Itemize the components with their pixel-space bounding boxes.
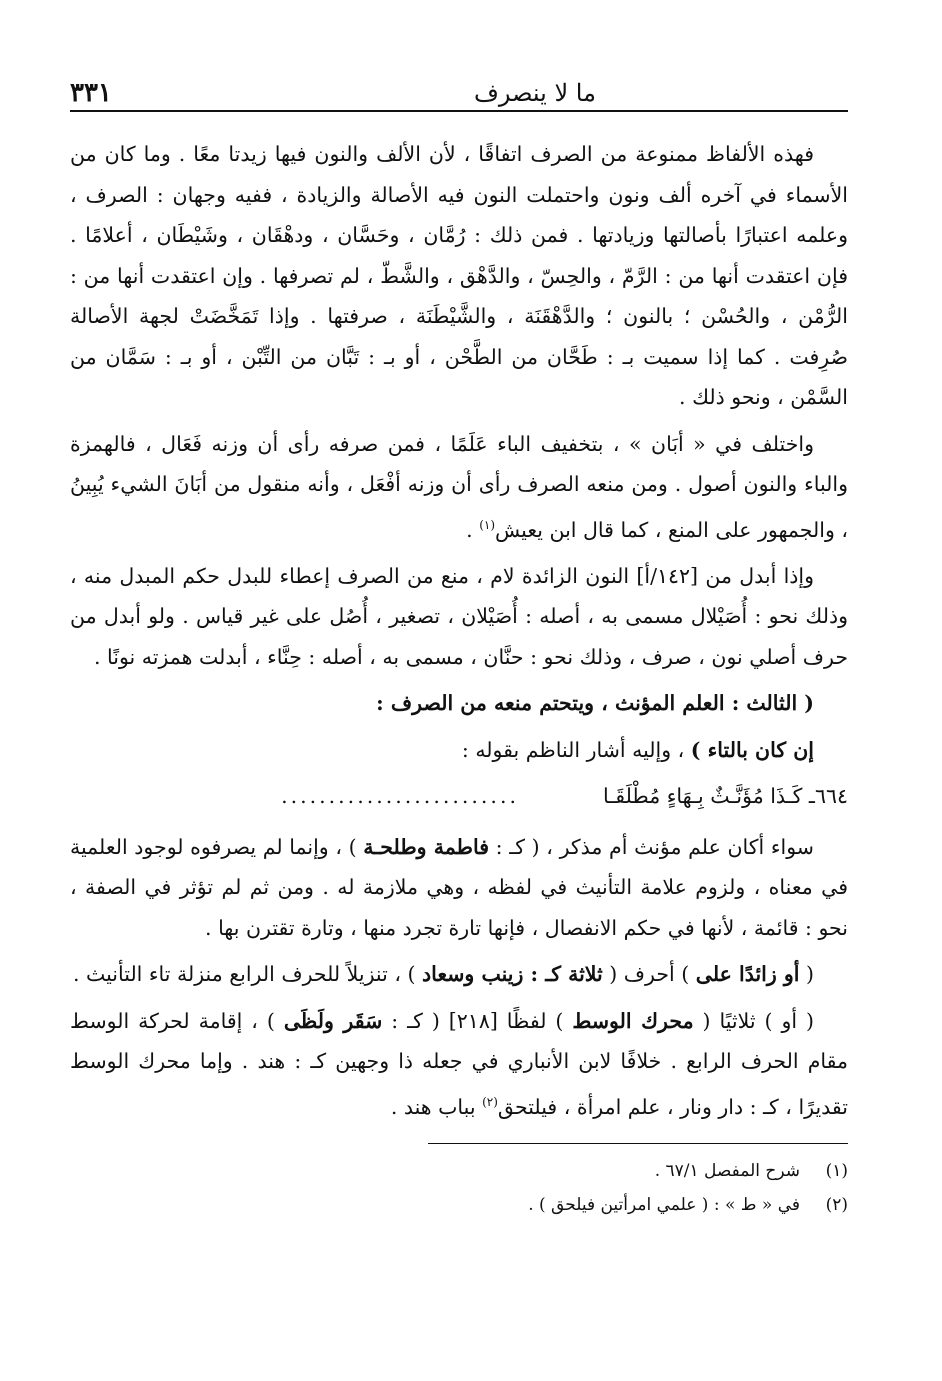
main-text xyxy=(70,134,848,1127)
footnote-marker-1: (١) xyxy=(479,517,496,532)
zaid-d: ثلاثة كـ : زينب وسعاد xyxy=(421,962,603,987)
running-head xyxy=(70,78,848,112)
footnote-2-number: (٢) xyxy=(825,1195,848,1216)
paragraph-1: فهذه الألفاظ ممنوعة من الصرف اتفاقًا ، لأن الألف والنون فيها زيدتا معًا . وما كان من الأسماء في آخره ألف ونون واحتملت النون فيه الأصالة والزيادة ، ففيه وجهان : الصرف ، وعلمه اعتبارًا بأصالتها وزيادتها . فمن ذلك : رُمَّان ، وحَسَّان ، ودهْقَان ، وشَيْطَان ، أعلامًا . فإن اعتقدت أنها من : الرَّمّ ، والحِسّ ، والدَّهْق ، والشَّطّ ، لم تصرفها . وإن اعتقدت أنها من : الرُّمْن ، والحُسْن ؛ بالنون ؛ والدَّهْقَنَة ، والشَّيْطَنَة ، صرفتها . وإذا تَمَخَّضَتْ لجهة الأصالة صُرِفت . كما إذا سميت بـ : طَحَّان من الطَّحْن ، أو بـ : تَبَّان من التِّبْن ، أو بـ : سَمَّان من السَّمْن ، ونحو ذلك . xyxy=(70,142,848,409)
paragraph-2 xyxy=(70,424,848,550)
zaid-c: ) أحرف ( xyxy=(602,962,696,987)
footnote-1-number: (١) xyxy=(825,1161,848,1182)
page-number: ٣٣١ xyxy=(70,78,112,108)
line-if-feminine-ta xyxy=(70,730,848,771)
line-if-bold: إن كان بالتاء ) xyxy=(690,737,814,762)
sawa-b: فاطمة وطلحـة xyxy=(363,834,490,859)
thulathi-a: ( أو ) ثلاثيًا ( xyxy=(693,1008,814,1033)
thulathi-f: بباب هند . xyxy=(390,1094,483,1119)
footnote-marker-2: (٢) xyxy=(482,1094,498,1109)
line-if-rest: ، وإليه أشار الناظم بقوله : xyxy=(461,737,691,762)
footnote-2 xyxy=(70,1188,848,1222)
paragraph-thulathi xyxy=(70,1001,848,1127)
footnote-divider xyxy=(428,1143,848,1144)
footnotes xyxy=(70,1154,848,1222)
paragraph-2-end: . xyxy=(466,517,480,542)
zaid-b: أو زائدًا على xyxy=(695,962,800,987)
thulathi-e: ) ، إقامة لحركة الوسط مقام الحرف الرابع . خلافًا لابن الأنباري في جعله ذا وجهين كـ : هند . وإما محرك الوسط تقديرًا ، كـ : دار ونار ، علم امرأة ، فيلتحق xyxy=(70,1008,848,1119)
paragraph-zaid xyxy=(70,954,848,995)
zaid-e: ) ، تنزيلاً للحرف الرابع منزلة تاء التأنيث . xyxy=(72,962,422,987)
verse-text: ٦٦٤ـ كَـذَا مُؤَنَّـثٌ بِـهَاءٍ مُطْلَقَـا xyxy=(602,784,848,809)
footnote-1-text: شرح المفصل ٦٧/١ . xyxy=(654,1161,800,1182)
page-title: ما لا ينصرف xyxy=(473,79,596,107)
footnote-2-text: في « ط » : ( علمي امرأتين فيلحق ) . xyxy=(528,1195,800,1216)
sawa-a: سواء أكان علم مؤنث أم مذكر ، ( كـ : xyxy=(489,834,814,859)
sawa-c: ) ، وإنما لم يصرفوه لوجود العلمية في معناه ، ولزوم علامة التأنيث في لفظه ، وهي ملازمة له . ومن ثم لم تؤثر في الصفة ، نحو : قائمة ، لأنها في حكم الانفصال ، فإنها تارة تجرد منها ، وتارة تقترن بها . xyxy=(70,834,848,940)
paragraph-sawa xyxy=(70,827,848,949)
verse-ellipsis: ......................... xyxy=(281,784,519,809)
footnote-1 xyxy=(70,1154,848,1188)
verse-664 xyxy=(70,776,848,817)
paragraph-2-text: واختلف في « أبَان » ، بتخفيف الباء عَلَمًا ، فمن صرفه رأى أن وزنه فَعَال ، فالهمزة والباء والنون أصول . ومن منعه الصرف رأى أن وزنه أفْعَل ، وأنه منقول من أبَانَ الشيء يُبِينُ ، والجمهور على المنع ، كما قال ابن يعيش xyxy=(70,431,848,542)
zaid-a: ( xyxy=(799,962,814,987)
section-heading-third: ( الثالث : العلم المؤنث ، ويتحتم منعه من الصرف : xyxy=(376,691,814,716)
thulathi-d: سَقَر ولَظَى xyxy=(283,1008,383,1033)
thulathi-b: محرك الوسط xyxy=(572,1008,694,1033)
paragraph-3: وإذا أبدل من [١٤٢/أ] النون الزائدة لام ، منع من الصرف إعطاء للبدل حكم المبدل منه ، وذلك نحو : أُصَيْلال مسمى به ، أصله : أُصَيْلان ، تصغير ، أُصُل على غير قياس . ولو أبدل من حرف أصلي نون ، صرف ، وذلك نحو : حنَّان ، مسمى به ، أصله : حِنَّاء ، أبدلت همزته نونًا . xyxy=(70,563,848,669)
thulathi-c: ) لفظًا [٢١٨] ( كـ : xyxy=(382,1008,573,1033)
